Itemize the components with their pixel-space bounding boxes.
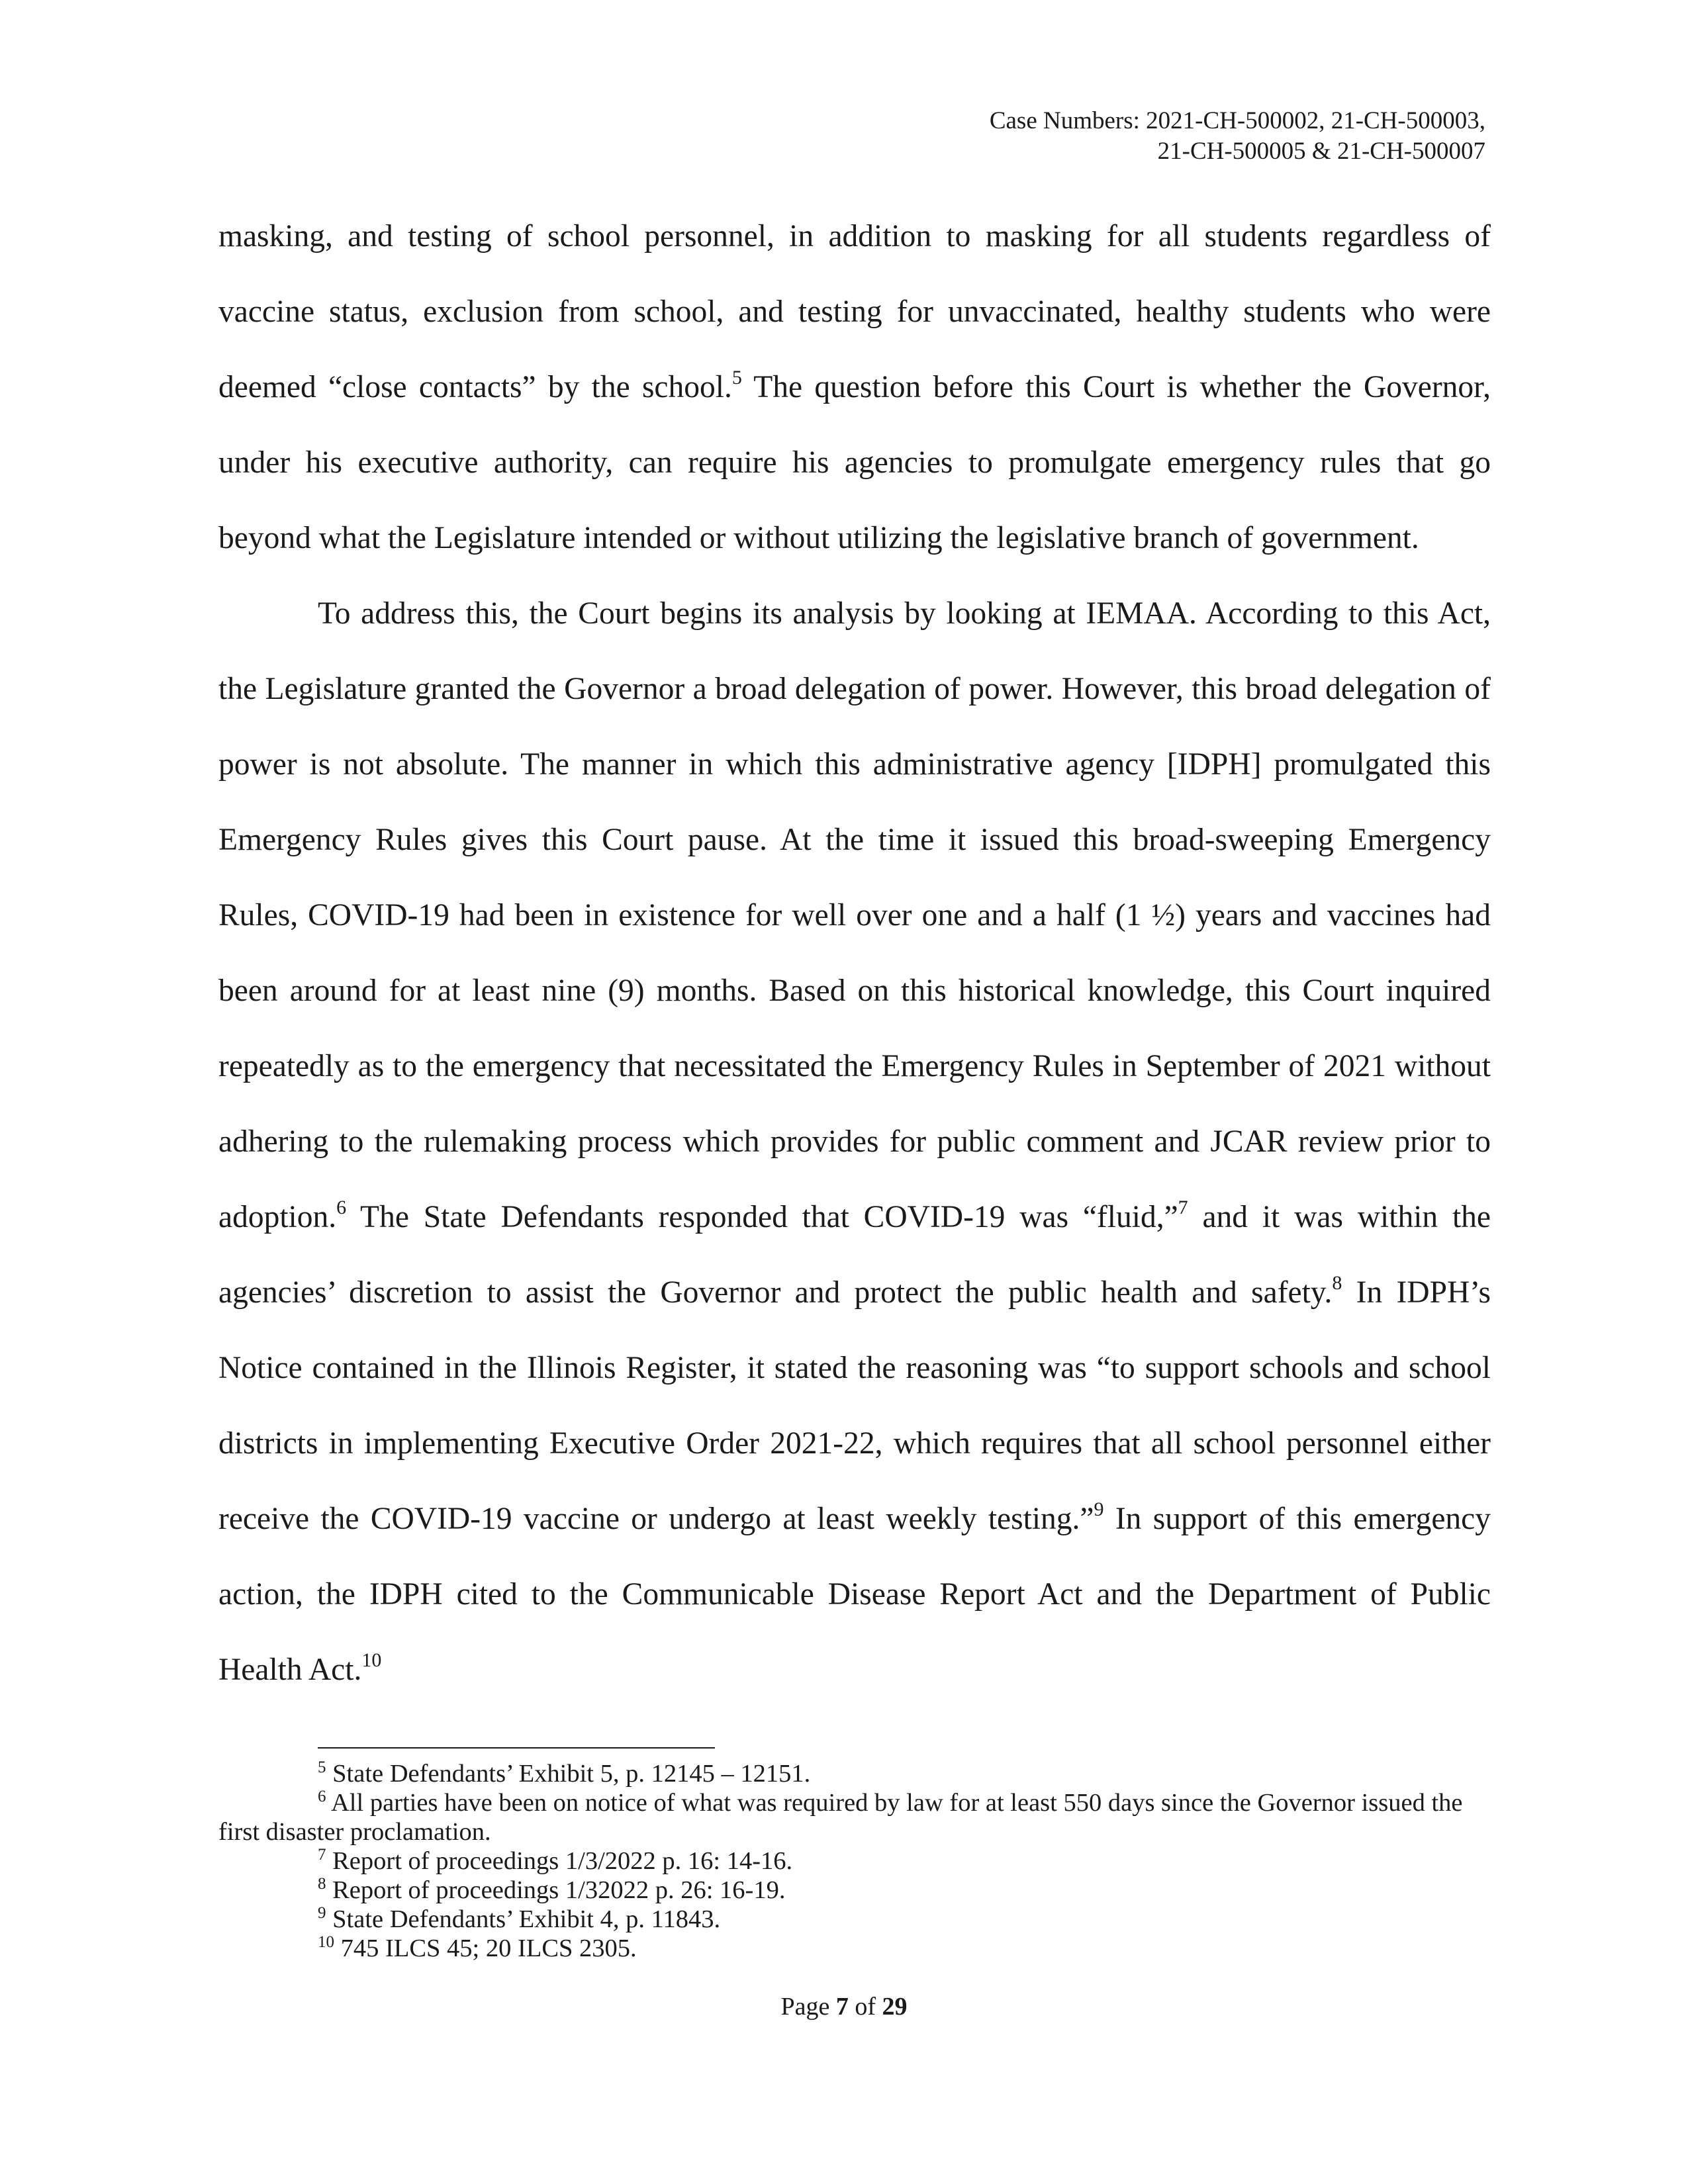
footnote-5 — [218, 1759, 1491, 1788]
footnote-text: Report of proceedings 1/32022 p. 26: 16-19. — [326, 1876, 786, 1904]
footnote-number: 6 — [318, 1788, 326, 1805]
footnote-number: 8 — [318, 1875, 326, 1893]
footnote-ref-6: 6 — [336, 1197, 347, 1218]
page-middle: of — [848, 1993, 882, 2021]
paragraph-2-text-e: In support of this emergency action, the IDPH cited to the Communicable Disease Report Act and the Department of Public Health Act. — [218, 1502, 1491, 1687]
paragraph-1-text-a: masking, and testing of school personnel, in addition to masking for all students regardless of vaccine status, exclusion from school, and testing for unvaccinated, healthy students who were deemed “close contacts” by the school. — [218, 219, 1491, 404]
footnote-8 — [218, 1876, 1491, 1905]
footnote-number: 5 — [318, 1758, 326, 1776]
paragraph-2-text-d: In IDPH’s Notice contained in the Illinois Register, it stated the reasoning was “to support schools and school districts in implementing Executive Order 2021-22, which requires that all school personnel either receive the COVID-19 vaccine or undergo at least weekly testing.” — [218, 1275, 1491, 1536]
footnote-ref-8: 8 — [1332, 1272, 1342, 1294]
case-numbers-line-2: 21-CH-500005 & 21-CH-500007 — [1157, 138, 1485, 165]
paragraph-1 — [218, 199, 1491, 576]
page-current: 7 — [835, 1993, 849, 2021]
body-text — [218, 199, 1491, 1707]
footnote-number: 7 — [318, 1846, 326, 1864]
footnote-text: 745 ILCS 45; 20 ILCS 2305. — [334, 1934, 637, 1962]
paragraph-2 — [218, 576, 1491, 1707]
footnote-6 — [218, 1788, 1491, 1846]
case-numbers-header — [990, 106, 1485, 167]
footnote-text: All parties have been on notice of what was required by law for at least 550 days since the Governor issued the first disaster proclamation. — [218, 1789, 1463, 1846]
footnote-9 — [218, 1905, 1491, 1934]
paragraph-2-text-c: and it was within the agencies’ discretion to assist the Governor and protect the public health and safety. — [218, 1200, 1491, 1310]
footnote-ref-5: 5 — [731, 367, 742, 388]
footnote-text: State Defendants’ Exhibit 5, p. 12145 – 12151. — [326, 1760, 811, 1788]
paragraph-1-text-b: The question before this Court is whether the Governor, under his executive authority, can require his agencies to promulgate emergency rules that go beyond what the Legislature intended or without utilizing the legislative branch of government. — [218, 370, 1491, 555]
footnote-ref-7: 7 — [1178, 1197, 1188, 1218]
page-number — [0, 1992, 1688, 2021]
page-prefix: Page — [780, 1993, 836, 2021]
paragraph-2-text-a: To address this, the Court begins its analysis by looking at IEMAA. According to this Act, the Legislature granted the Governor a broad delegation of power. However, this broad delegation of power is not absolute. The manner in which this administrative agency [IDPH] promulgated this Emergency Rules gives this Court pause. At the time it issued this broad-sweeping Emergency Rules, COVID-19 had been in existence for well over one and a half (1 ½) years and vaccines had been around for at least nine (9) months. Based on this historical knowledge, this Court inquired repeatedly as to the emergency that necessitated the Emergency Rules in September of 2021 without adhering to the rulemaking process which provides for public comment and JCAR review prior to adoption. — [218, 596, 1491, 1234]
case-numbers-line-1: Case Numbers: 2021-CH-500002, 21-CH-500003, — [989, 107, 1485, 134]
footnote-ref-9: 9 — [1094, 1498, 1104, 1520]
footnote-text: Report of proceedings 1/3/2022 p. 16: 14-16. — [326, 1847, 793, 1875]
footnote-number: 9 — [318, 1904, 326, 1922]
paragraph-2-text-b: The State Defendants responded that COVID-19 was “fluid,” — [346, 1200, 1178, 1234]
page-total: 29 — [882, 1993, 908, 2021]
footnotes — [218, 1759, 1491, 1963]
footnote-number: 10 — [318, 1933, 334, 1951]
footnote-text: State Defendants’ Exhibit 4, p. 11843. — [326, 1905, 721, 1933]
footnote-10 — [218, 1934, 1491, 1963]
footnote-ref-10: 10 — [361, 1649, 382, 1671]
footnote-7 — [218, 1846, 1491, 1876]
footnote-divider — [318, 1747, 715, 1749]
